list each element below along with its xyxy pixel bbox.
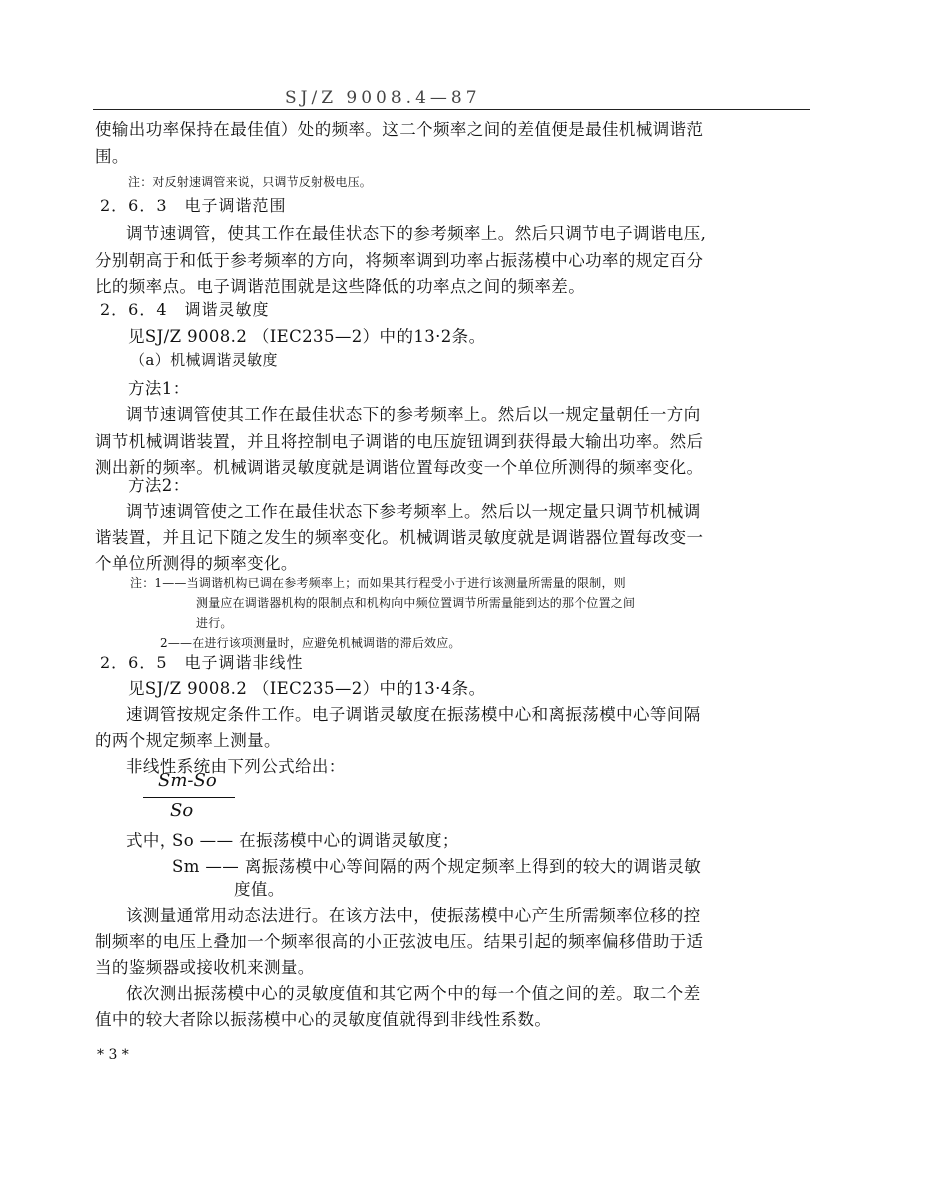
paragraph-line: 调节速调管，使其工作在最佳状态下的参考频率上。然后只调节电子调谐电压, — [126, 224, 707, 243]
page-header: SJ/Z 9008.4—87 — [285, 88, 481, 108]
paragraph-line: 测出新的频率。机械调谐灵敏度就是调谐位置每改变一个单位所测得的频率变化。 — [95, 458, 704, 477]
paragraph-line: 该测量通常用动态法进行。在该方法中，使振荡模中心产生所需频率位移的控 — [126, 906, 701, 925]
paragraph-line: 依次测出振荡模中心的灵敏度值和其它两个中的每一个值之间的差。取二个差 — [126, 984, 701, 1003]
paragraph-line: 非线性系统由下列公式给出： — [126, 757, 346, 776]
paragraph-line: 当的鉴频器或接收机来测量。 — [95, 958, 315, 977]
paragraph-line: 值中的较大者除以振荡模中心的灵敏度值就得到非线性系数。 — [95, 1010, 552, 1029]
header-rule — [93, 109, 810, 110]
definition-line: Sm —— 离振荡模中心等间隔的两个规定频率上得到的较大的调谐灵敏 — [172, 857, 702, 876]
formula-denominator: So — [170, 800, 194, 821]
paragraph-line: 调节机械调谐装置，并且将控制电子调谐的电压旋钮调到获得最大输出功率。然后 — [95, 432, 704, 451]
paragraph-line: 速调管按规定条件工作。电子调谐灵敏度在振荡模中心和离振荡模中心等间隔 — [126, 705, 701, 724]
definition-line: So —— 在振荡模中心的调谐灵敏度； — [172, 831, 459, 850]
paragraph-line: 比的频率点。电子调谐范围就是这些降低的功率点之间的频率差。 — [95, 277, 586, 296]
where-label: 式中， — [126, 831, 177, 850]
paragraph-line: 见SJ/Z 9008.2 （IEC235—2）中的13·2条。 — [128, 327, 486, 346]
fraction-bar — [143, 797, 235, 798]
method-label: 方法2： — [128, 476, 190, 495]
definition-line: 度值。 — [234, 880, 285, 899]
paragraph-line: 调节速调管使之工作在最佳状态下参考频率上。然后以一规定量只调节机械调 — [126, 502, 701, 521]
paragraph-line: 个单位所测得的频率变化。 — [95, 554, 298, 573]
method-label: 方法1： — [128, 379, 190, 398]
note-line: 注：对反射速调管来说，只调节反射极电压。 — [128, 175, 373, 189]
paragraph-line: 制频率的电压上叠加一个频率很高的小正弦波电压。结果引起的频率偏移借助于适 — [95, 932, 704, 951]
subheading: （a）机械调谐灵敏度 — [130, 351, 278, 369]
note-line: 注：1——当调谐机构已调在参考频率上；而如果其行程受小于进行该测量所需量的限制，则 — [130, 576, 626, 590]
note-line: 测量应在调谐器机构的限制点和机构向中频位置调节所需量能到达的那个位置之间 — [196, 596, 636, 610]
paragraph-line: 使输出功率保持在最佳值）处的频率。这二个频率之间的差值便是最佳机械调谐范 — [95, 120, 704, 139]
section-heading: 2．6．5 电子调谐非线性 — [100, 653, 304, 672]
section-heading: 2．6．4 调谐灵敏度 — [100, 300, 270, 319]
paragraph-line: 围。 — [95, 147, 129, 166]
paragraph-line: 见SJ/Z 9008.2 （IEC235—2）中的13·4条。 — [128, 679, 486, 698]
note-line: 2——在进行该项测量时，应避免机械调谐的滞后效应。 — [160, 636, 461, 650]
note-line: 进行。 — [196, 616, 233, 630]
paragraph-line: 调节速调管使其工作在最佳状态下的参考频率上。然后以一规定量朝任一方向 — [126, 405, 701, 424]
formula-numerator: Sm-So — [158, 770, 217, 791]
page-number: * 3 * — [97, 1047, 129, 1063]
paragraph-line: 的两个规定频率上测量。 — [95, 731, 281, 750]
paragraph-line: 分别朝高于和低于参考频率的方向，将频率调到功率占振荡模中心功率的规定百分 — [95, 251, 704, 270]
section-heading: 2．6．3 电子调谐范围 — [100, 196, 287, 215]
paragraph-line: 谐装置，并且记下随之发生的频率变化。机械调谐灵敏度就是调谐器位置每改变一 — [95, 528, 704, 547]
